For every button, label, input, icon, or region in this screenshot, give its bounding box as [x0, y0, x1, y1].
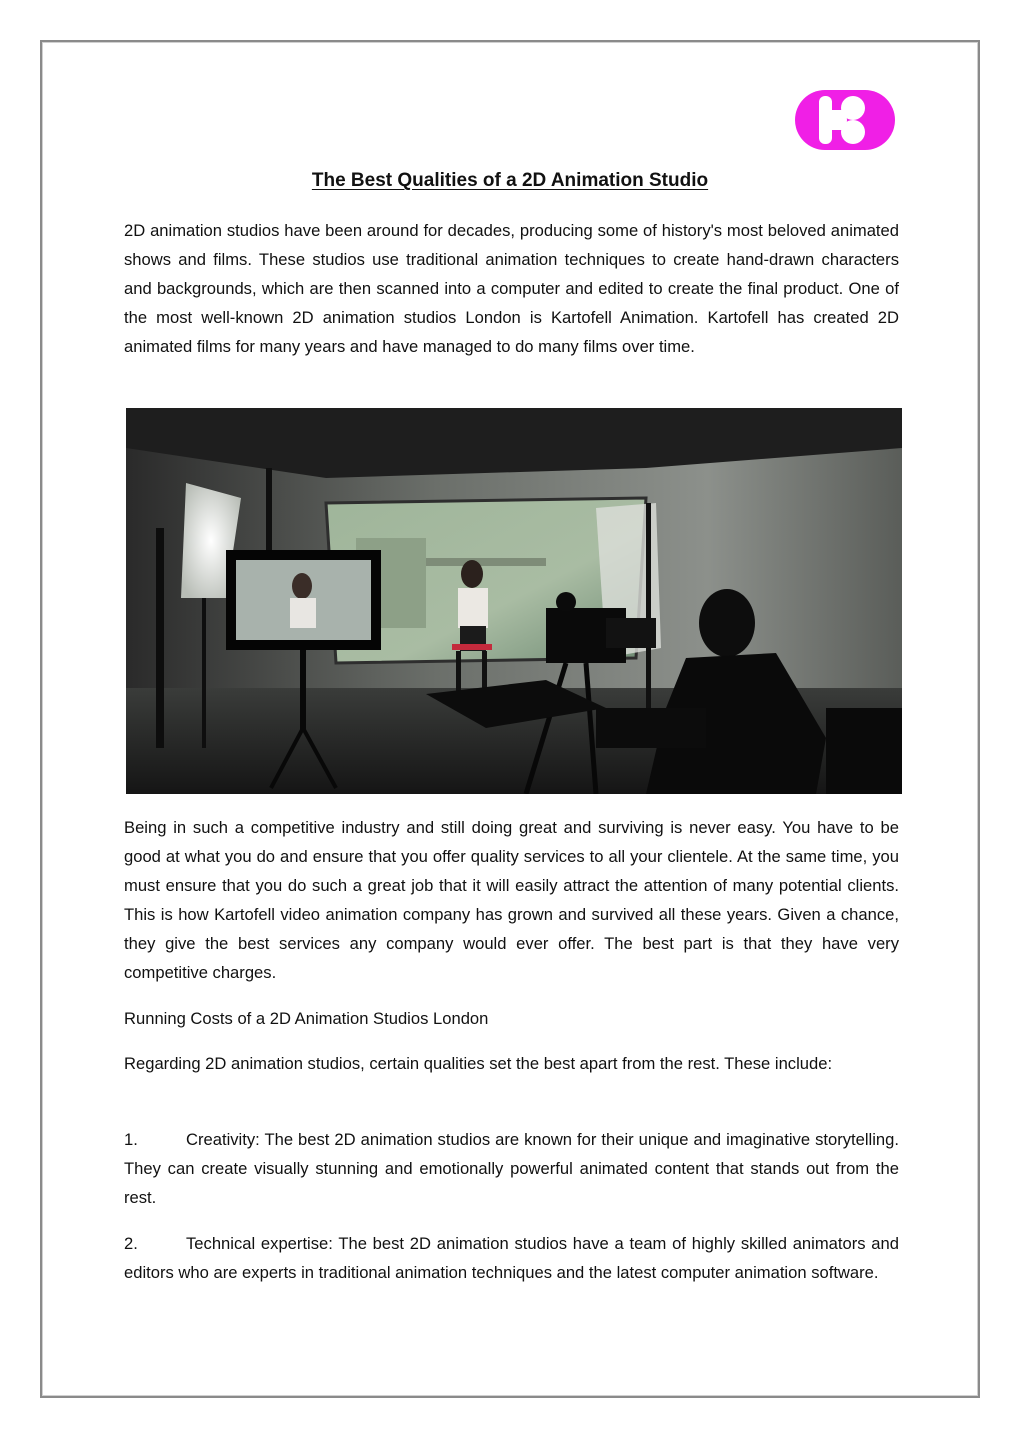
list-item-number: 1. — [124, 1130, 138, 1149]
list-item — [124, 1126, 899, 1213]
document-title: The Best Qualities of a 2D Animation Studio — [311, 170, 709, 191]
list-item-text: Technical expertise: The best 2D animation studios have a team of highly skilled animators and editors who are experts in traditional animation techniques and the latest computer animation software. — [124, 1234, 899, 1282]
section-subheading: Running Costs of a 2D Animation Studios London — [124, 1009, 489, 1028]
kartofell-logo-icon — [793, 80, 897, 160]
list-item-text: Creativity: The best 2D animation studios are known for their unique and imaginative storytelling. They can create visually stunning and emotionally powerful animated content that stands out from the rest. — [124, 1130, 899, 1207]
list-item — [124, 1230, 899, 1288]
film-studio-photo — [126, 408, 902, 794]
regarding-paragraph: Regarding 2D animation studios, certain qualities set the best apart from the rest. These include: — [124, 1054, 833, 1073]
intro-paragraph: 2D animation studios have been around for decades, producing some of history's most beloved animated shows and films. These studios use traditional animation techniques to create hand-drawn characters and backgrounds, which are then scanned into a computer and edited to create the final product. One of the most well-known 2D animation studios London is Kartofell Animation. Kartofell has created 2D animated films for many years and have managed to do many films over time. — [124, 221, 899, 356]
list-item-number: 2. — [124, 1234, 138, 1253]
competitive-paragraph: Being in such a competitive industry and still doing great and surviving is never easy. You have to be good at what you do and ensure that you offer quality services to all your clientele. At the same time, you must ensure that you do such a great job that it will easily attract the attention of many potential clients. This is how Kartofell video animation company has grown and survived all these years. Given a chance, they give the best services any company would ever offer. The best part is that they have very competitive charges. — [124, 818, 899, 982]
